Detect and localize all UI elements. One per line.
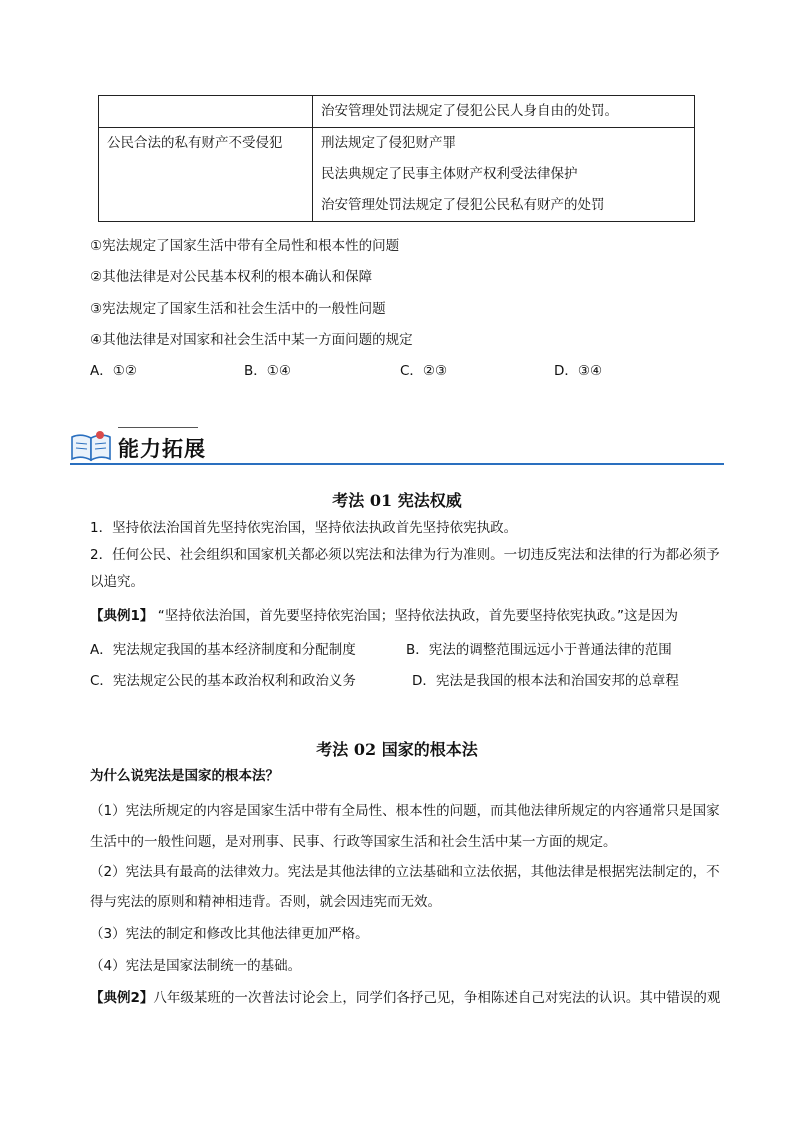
example-2 (90, 985, 720, 1012)
example-1-option-c: C．宪法规定公民的基本政治权利和政治义务 (90, 673, 356, 689)
kaofa1-point-2: 2．任何公民、社会组织和国家机关都必须以宪法和法律为行为准则。一切违反宪法和法律的行为都必须予 (90, 547, 720, 563)
kaofa2-line-4: 得与宪法的原则和精神相违背。否则，就会因违宪而无效。 (90, 894, 441, 910)
choice-c: C．②③ (400, 363, 448, 379)
table-cell (313, 128, 695, 222)
example-2-tag: 【典例2】 (90, 990, 154, 1006)
example-1 (90, 603, 720, 630)
section-top-rule (118, 427, 198, 428)
section-title: 能力拓展 (118, 437, 206, 461)
statement-3: ③宪法规定了国家生活和社会生活中的一般性问题 (90, 301, 386, 317)
example-1-option-d: D．宪法是我国的根本法和治国安邦的总章程 (412, 673, 679, 689)
table-cell-text: 治安管理处罚法规定了侵犯公民私有财产的处罚 (321, 197, 605, 213)
example-2-text: 八年级某班的一次普法讨论会上，同学们各抒己见，争相陈述自己对宪法的认识。其中错误的观 (153, 990, 721, 1006)
table-cell-text: 公民合法的私有财产不受侵犯 (107, 135, 283, 151)
kaofa2-line-6: （4）宪法是国家法制统一的基础。 (90, 958, 302, 974)
choice-a: A．①② (90, 363, 137, 379)
example-1-tag: 【典例1】 (90, 608, 154, 624)
table-row (99, 96, 695, 128)
statement-4: ④其他法律是对国家和社会生活中某一方面问题的规定 (90, 332, 413, 348)
kaofa2-title: 考法 02 国家的根本法 (316, 740, 478, 759)
kaofa1-title: 考法 01 宪法权威 (332, 491, 462, 510)
example-1-option-a: A．宪法规定我国的基本经济制度和分配制度 (90, 642, 356, 658)
example-1-question: “坚持依法治国，首先要坚持依宪治国；坚持依法执政，首先要坚持依宪执政。”这是因为 (157, 608, 678, 624)
kaofa2-line-3: （2）宪法具有最高的法律效力。宪法是其他法律的立法基础和立法依据，其他法律是根据宪法制定的，不 (90, 864, 720, 880)
table-cell-text: 刑法规定了侵犯财产罪 (321, 135, 456, 151)
section-divider (70, 463, 724, 465)
comparison-table (98, 95, 695, 222)
table-cell-empty (99, 96, 313, 128)
table-row (99, 128, 695, 222)
kaofa1-point-1: 1．坚持依法治国首先坚持依宪治国，坚持依法执政首先坚持依宪执政。 (90, 520, 518, 536)
choice-d: D．③④ (554, 363, 603, 379)
section-header (70, 425, 724, 465)
kaofa1-point-2-cont: 以追究。 (90, 574, 144, 590)
table-cell (313, 96, 695, 128)
example-1-option-b: B．宪法的调整范围远远小于普通法律的范围 (406, 642, 672, 658)
table-cell-text: 民法典规定了民事主体财产权利受法律保护 (321, 166, 578, 182)
table-cell (99, 128, 313, 222)
kaofa2-line-2: 生活中的一般性问题，是对刑事、民事、行政等国家生活和社会生活中某一方面的规定。 (90, 834, 617, 850)
choice-b: B．①④ (244, 363, 291, 379)
statement-1: ①宪法规定了国家生活中带有全局性和根本性的问题 (90, 238, 400, 254)
open-book-icon (70, 429, 112, 467)
statement-2: ②其他法律是对公民基本权利的根本确认和保障 (90, 269, 373, 285)
kaofa2-question: 为什么说宪法是国家的根本法？ (90, 768, 279, 784)
table-cell-text: 治安管理处罚法规定了侵犯公民人身自由的处罚。 (321, 103, 618, 119)
kaofa2-line-5: （3）宪法的制定和修改比其他法律更加严格。 (90, 926, 369, 942)
kaofa2-line-1: （1）宪法所规定的内容是国家生活中带有全局性、根本性的问题，而其他法律所规定的内容通常只是国家 (90, 803, 720, 819)
